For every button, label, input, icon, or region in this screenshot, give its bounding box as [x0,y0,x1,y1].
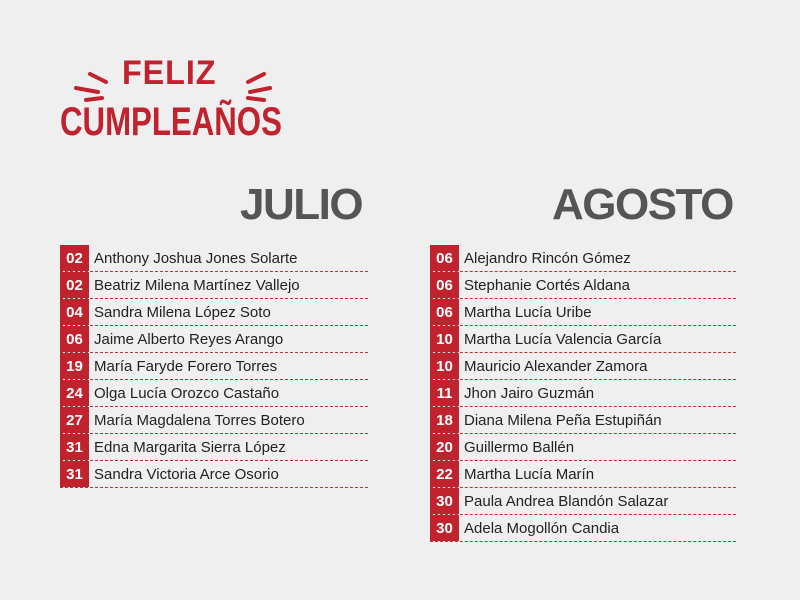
person-name: Jhon Jairo Guzmán [464,384,595,402]
person-name: Diana Milena Peña Estupiñán [464,411,662,429]
birthday-row [60,272,368,299]
day-badge: 30 [430,515,459,541]
person-name: María Magdalena Torres Botero [94,411,305,429]
person-name: Martha Lucía Valencia García [464,330,662,348]
day-badge: 20 [430,434,459,460]
birthday-row [430,488,736,515]
birthday-row [60,434,368,461]
person-name: Mauricio Alexander Zamora [464,357,648,375]
birthday-list-agosto [430,245,736,542]
day-badge: 06 [430,245,459,271]
birthday-row [60,245,368,272]
birthday-row [60,326,368,353]
birthday-row [430,353,736,380]
birthday-row [430,380,736,407]
day-badge: 06 [430,299,459,325]
title-line-cumpleanos: CUMPLEAÑOS [60,100,282,144]
person-name: Alejandro Rincón Gómez [464,249,631,267]
day-badge: 22 [430,461,459,487]
person-name: Beatriz Milena Martínez Vallejo [94,276,300,294]
person-name: María Faryde Forero Torres [94,357,278,375]
month-title-agosto: AGOSTO [552,180,733,229]
birthday-row [430,407,736,434]
day-badge: 27 [60,407,89,433]
person-name: Paula Andrea Blandón Salazar [464,492,669,510]
birthday-row [430,434,736,461]
feliz-cumpleanos-title [58,48,288,168]
day-badge: 24 [60,380,89,406]
birthday-row [60,461,368,488]
day-badge: 10 [430,353,459,379]
day-badge: 31 [60,434,89,460]
title-line-feliz: FELIZ [122,54,217,92]
birthday-row [60,407,368,434]
day-badge: 02 [60,245,89,271]
day-badge: 06 [430,272,459,298]
birthday-row [430,515,736,542]
birthday-row [60,353,368,380]
person-name: Edna Margarita Sierra López [94,438,286,456]
day-badge: 11 [430,380,459,406]
person-name: Anthony Joshua Jones Solarte [94,249,298,267]
person-name: Jaime Alberto Reyes Arango [94,330,284,348]
person-name: Sandra Milena López Soto [94,303,271,321]
person-name: Olga Lucía Orozco Castaño [94,384,280,402]
day-badge: 04 [60,299,89,325]
birthday-row [430,461,736,488]
person-name: Sandra Victoria Arce Osorio [94,465,279,483]
day-badge: 18 [430,407,459,433]
day-badge: 06 [60,326,89,352]
day-badge: 02 [60,272,89,298]
person-name: Martha Lucía Marín [464,465,595,483]
person-name: Martha Lucía Uribe [464,303,592,321]
day-badge: 31 [60,461,89,487]
birthday-row [430,245,736,272]
day-badge: 10 [430,326,459,352]
month-title-julio: JULIO [240,180,363,229]
birthday-list-julio [60,245,368,488]
person-name: Stephanie Cortés Aldana [464,276,630,294]
day-badge: 30 [430,488,459,514]
birthday-row [430,272,736,299]
birthday-row [60,380,368,407]
birthday-row [430,299,736,326]
person-name: Adela Mogollón Candia [464,519,620,537]
day-badge: 19 [60,353,89,379]
birthday-row [60,299,368,326]
person-name: Guillermo Ballén [464,438,575,456]
birthday-row [430,326,736,353]
